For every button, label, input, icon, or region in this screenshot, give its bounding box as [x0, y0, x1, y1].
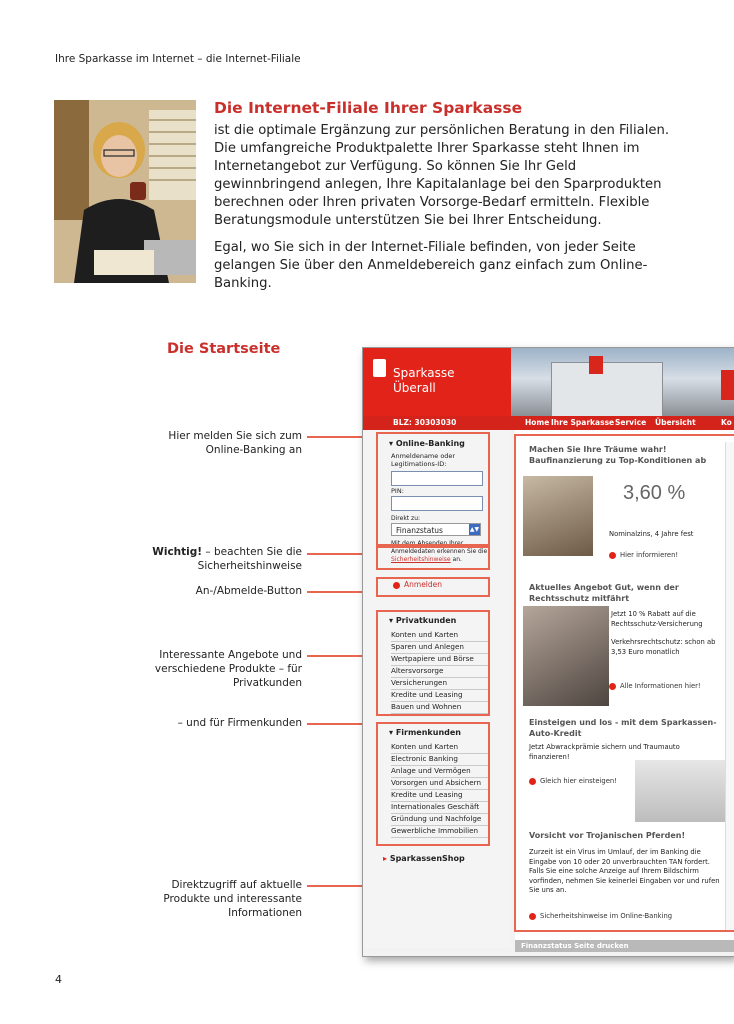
direct-to-value: Finanzstatus — [396, 526, 443, 535]
privat-menu-item[interactable]: Bauen und Wohnen — [391, 701, 489, 714]
security-notice-text: Mit dem Absenden Ihrer Anmeldedaten erkennen Sie die — [391, 540, 488, 555]
nav-home[interactable]: Home — [525, 418, 550, 427]
woman-with-cup-photo — [54, 100, 196, 283]
online-banking-heading-text: Online-Banking — [395, 439, 465, 448]
teaser-autokredit-text: Jetzt Abwrackprämie sichern und Traumauto finanzieren! — [529, 743, 680, 761]
direct-to-label: Direkt zu: — [391, 515, 421, 522]
intro-paragraph-2: Egal, wo Sie sich in der Internet-Filiale befinden, von jeder Seite gelangen Sie über den Anmeldebereich ganz einfach zum Online-Banking. — [214, 240, 648, 291]
header-banner-image — [511, 348, 734, 416]
teaser-autokredit-link-text: Gleich hier einsteigen! — [540, 777, 617, 785]
running-header: Ihre Sparkasse im Internet – die Internet-Filiale — [55, 53, 301, 65]
teaser-rechtsschutz-text-2: Verkehrsrechtschutz: schon ab 3,53 Euro monatlich — [611, 638, 716, 656]
nav-service[interactable]: Service — [615, 418, 647, 427]
chevron-right-icon: ▸ — [383, 854, 388, 863]
security-notice-link[interactable]: Sicherheitshinweise — [391, 556, 451, 563]
username-label: Anmeldename oder Legitimations-ID: — [391, 452, 456, 468]
privatkunden-heading: ▾ Privatkunden — [389, 616, 457, 625]
teaser-trojaner-link-text: Sicherheitshinweise im Online-Banking — [540, 912, 673, 920]
red-flag-icon — [721, 370, 734, 400]
blz-number: BLZ: 30303030 — [393, 418, 457, 427]
privat-menu-item[interactable]: Altersvorsorge — [391, 665, 489, 678]
callout-business-customers: – und für Firmenkunden — [177, 717, 302, 729]
select-arrows-icon: ▲▼ — [469, 526, 480, 533]
sparkassen-shop-text: SparkassenShop — [389, 854, 465, 863]
online-banking-heading: ▾ Online-Banking — [389, 439, 465, 448]
privat-menu-item[interactable]: Konten und Karten — [391, 629, 489, 642]
highlight-business-box — [376, 722, 490, 846]
building-illustration — [551, 362, 663, 418]
brand-line-1: Sparkasse — [393, 366, 455, 380]
sparkassen-shop-link[interactable] — [383, 854, 465, 863]
photo-illustration — [54, 100, 196, 283]
privat-menu-item[interactable]: Kredite und Leasing — [391, 689, 489, 702]
highlight-content-box — [514, 434, 734, 932]
highlight-login-box — [376, 432, 490, 546]
privat-menu-item[interactable]: Sparen und Anlegen — [391, 641, 489, 654]
teaser-rechtsschutz-title: Aktuelles Angebot Gut, wenn der Rechtsschutz mitfährt — [529, 583, 679, 603]
security-notice-suffix: an. — [450, 556, 462, 563]
brand-name — [393, 366, 455, 396]
page-number: 4 — [55, 973, 62, 986]
privat-menu-item[interactable]: Versicherungen — [391, 677, 489, 690]
teaser-baufinanzierung-title: Machen Sie Ihre Träume wahr! Baufinanzierung zu Top-Konditionen ab — [529, 445, 707, 465]
pin-label: PIN: — [391, 487, 404, 495]
highlight-login-button-box — [376, 577, 490, 597]
intro-paragraph-1: ist die optimale Ergänzung zur persönlichen Beratung in den Filialen. Die umfangreiche Produktpalette Ihrer Sparkasse steht Ihnen im Internetangebot zur Verfügung. So können Sie Ihr Geld gewinnbringend anlegen, Ihre Kapitalanlage bei den Sparprodukten berechnen oder Ihren privaten Vorsorge-Bedarf ermitteln. Flexible Beratungsmodule unterstützen Sie bei Ihrer Entscheidung. — [214, 123, 670, 228]
firmen-menu-item[interactable]: Vorsorgen und Absichern — [391, 777, 489, 790]
login-button-label: Anmelden — [404, 580, 443, 589]
sparkasse-s-logo-icon — [373, 359, 386, 377]
nav-ihre-sparkasse[interactable]: Ihre Sparkasse — [551, 418, 615, 427]
nav-kontakt[interactable]: Ko — [721, 418, 732, 427]
firmenkunden-heading-text: Firmenkunden — [395, 728, 461, 737]
firmen-menu-item[interactable]: Gründung und Nachfolge — [391, 813, 489, 826]
brand-line-2: Überall — [393, 381, 436, 395]
teaser-rechtsschutz-text-1: Jetzt 10 % Rabatt auf die Rechtsschutz-Versicherung — [611, 610, 703, 628]
firmen-menu-item[interactable]: Konten und Karten — [391, 741, 489, 754]
intro-title: Die Internet-Filiale Ihrer Sparkasse — [214, 99, 523, 117]
privatkunden-heading-text: Privatkunden — [395, 616, 457, 625]
firmenkunden-heading: ▾ Firmenkunden — [389, 728, 461, 737]
red-flag-icon — [589, 356, 603, 374]
highlight-private-box — [376, 610, 490, 716]
callout-security — [150, 545, 302, 573]
callout-login-button: An-/Abmelde-Button — [195, 585, 302, 597]
callout-security-text: – beachten Sie die Sicherheitshinweise — [197, 546, 302, 572]
callout-direct-access: Direktzugriff auf aktuelle Produkte und interessante Informationen — [163, 879, 302, 919]
interest-note: Nominalzins, 4 Jahre fest — [609, 530, 694, 538]
teaser-trojaner-title: Vorsicht vor Trojanischen Pferden! — [529, 831, 686, 840]
callout-security-bold: Wichtig! — [152, 546, 203, 558]
teaser-trojaner-text: Zurzeit ist ein Virus im Umlauf, der im Banking die Eingabe von 10 oder 20 unverbrauchten TAN fordert. Falls Sie eine solche Anzeige auf Ihrem Bildschirm vorfinden, nehmen Sie keinerlei Eingaben vor und rufen Sie uns an. — [529, 848, 720, 894]
privat-menu-item[interactable]: Wertpapiere und Börse — [391, 653, 489, 666]
highlight-security-box — [376, 546, 490, 570]
teaser-rechtsschutz-link-text: Alle Informationen hier! — [620, 682, 701, 690]
firmen-menu-item[interactable]: Electronic Banking — [391, 753, 489, 766]
firmen-menu-item[interactable]: Kredite und Leasing — [391, 789, 489, 802]
teaser-baufinanzierung-link-text: Hier informieren! — [620, 551, 679, 559]
nav-uebersicht[interactable]: Übersicht — [655, 418, 696, 427]
firmen-menu-item[interactable]: Anlage und Vermögen — [391, 765, 489, 778]
website-screenshot — [362, 347, 734, 957]
section-title: Die Startseite — [167, 341, 281, 357]
sparkasse-logo-area — [363, 348, 511, 416]
callout-login: Hier melden Sie sich zum Online-Banking an — [168, 430, 302, 456]
callout-private-customers: Interessante Angebote und verschiedene Produkte – für Privatkunden — [154, 649, 302, 689]
footer-links[interactable]: Finanzstatus Seite drucken — [521, 942, 629, 950]
firmen-menu-item[interactable]: Internationales Geschäft — [391, 801, 489, 814]
firmen-menu-item[interactable]: Gewerbliche Immobilien — [391, 825, 489, 838]
teaser-autokredit-title: Einsteigen und los - mit dem Sparkassen-Auto-Kredit — [529, 718, 717, 738]
interest-rate: 3,60 % — [623, 482, 686, 504]
